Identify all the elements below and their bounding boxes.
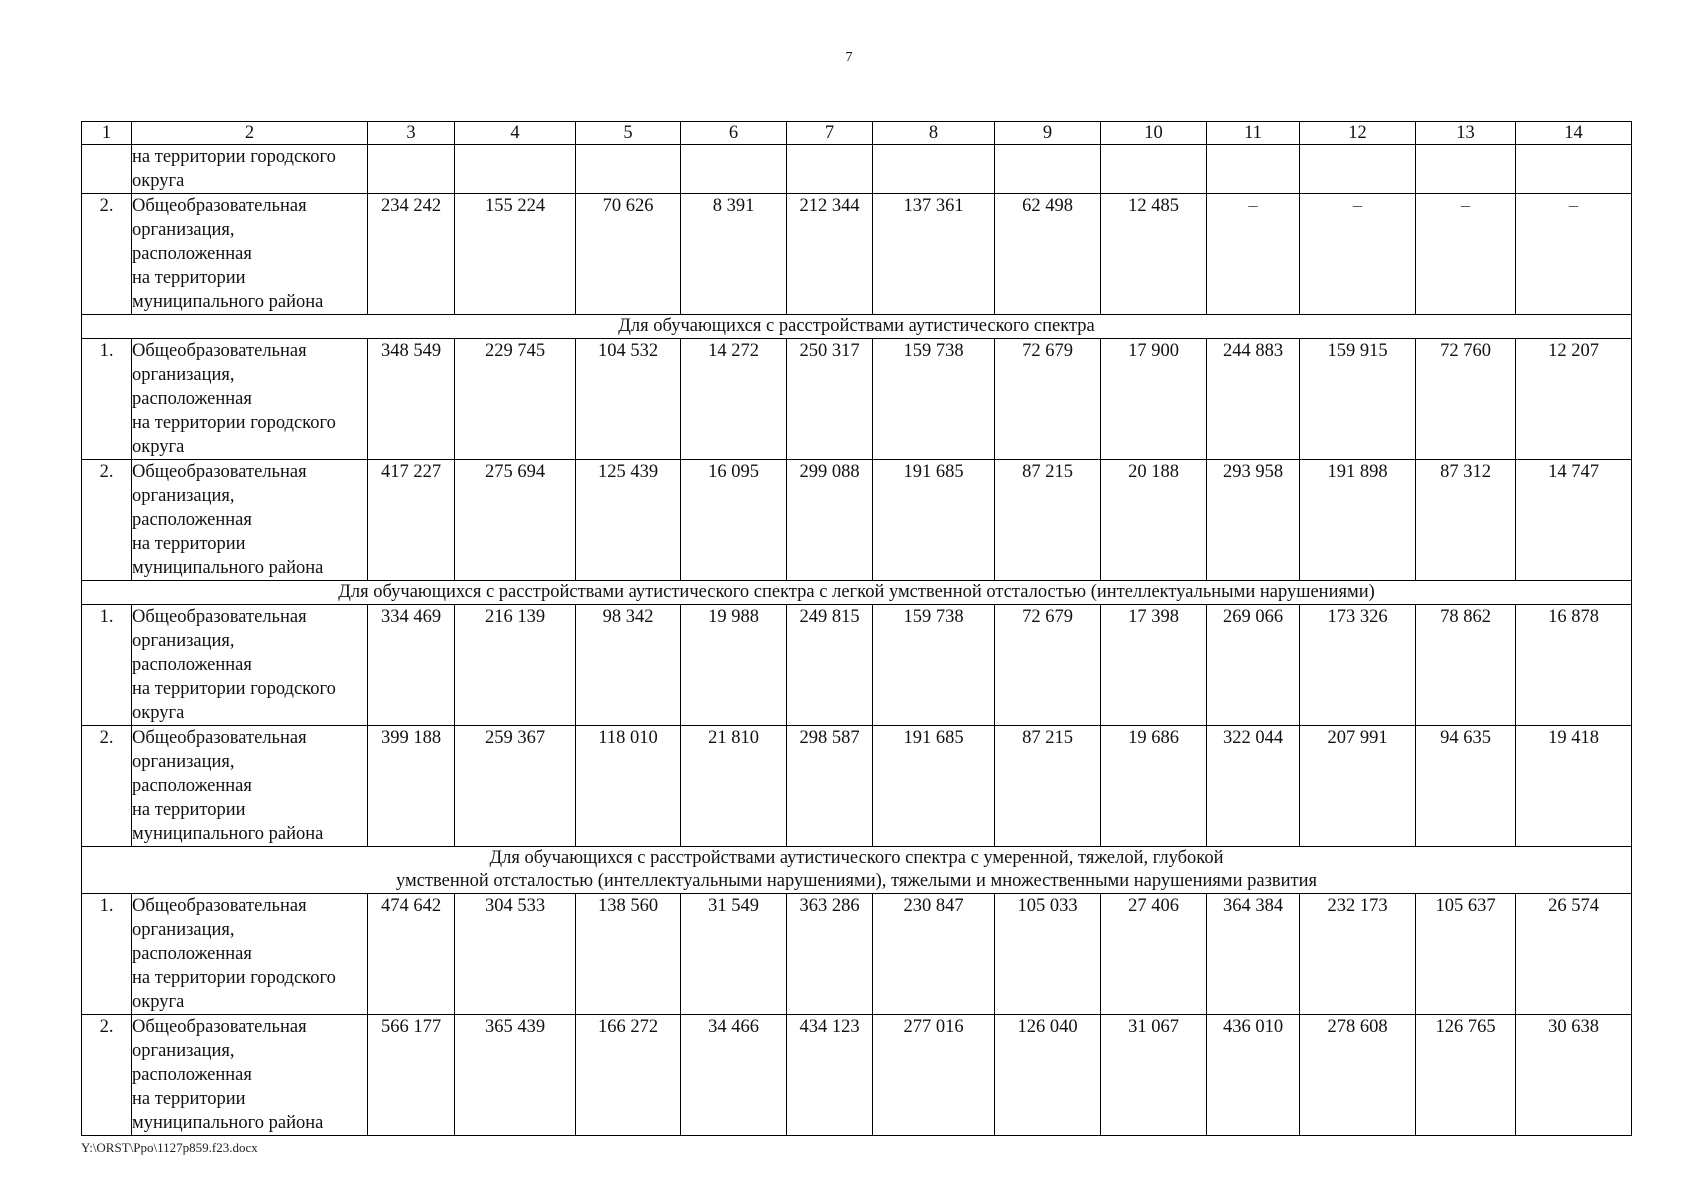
section-heading-row [82, 847, 1632, 894]
column-number: 13 [1416, 122, 1516, 145]
value-cell [995, 145, 1101, 194]
description-line: на территории городского [132, 147, 336, 167]
value-cell: 104 532 [576, 339, 681, 460]
value-cell: 244 883 [1207, 339, 1300, 460]
description-line: расположенная [132, 655, 252, 675]
row-description [132, 726, 368, 847]
row-description [132, 1015, 368, 1136]
row-index: 2. [82, 194, 132, 315]
description-line: Общеобразовательная [132, 196, 307, 216]
description-line: расположенная [132, 1065, 252, 1085]
description-line: муниципального района [132, 824, 324, 844]
value-cell: 232 173 [1300, 894, 1416, 1015]
table-row [82, 894, 1632, 1015]
value-cell: 126 765 [1416, 1015, 1516, 1136]
value-cell: 87 215 [995, 726, 1101, 847]
value-cell: 31 067 [1101, 1015, 1207, 1136]
row-index: 1. [82, 894, 132, 1015]
value-cell: 12 207 [1516, 339, 1632, 460]
table-row [82, 339, 1632, 460]
column-number: 3 [368, 122, 455, 145]
value-cell: 62 498 [995, 194, 1101, 315]
value-cell: 474 642 [368, 894, 455, 1015]
description-line: на территории городского [132, 679, 336, 699]
description-line: расположенная [132, 244, 252, 264]
description-line: округа [132, 992, 185, 1012]
description-line: муниципального района [132, 1113, 324, 1133]
value-cell: 12 485 [1101, 194, 1207, 315]
description-line: на территории городского [132, 968, 336, 988]
value-cell: 159 738 [873, 605, 995, 726]
column-number: 2 [132, 122, 368, 145]
row-description [132, 460, 368, 581]
value-cell: 159 915 [1300, 339, 1416, 460]
table-body [82, 122, 1632, 1136]
value-cell [681, 145, 787, 194]
description-line: организация, [132, 220, 235, 240]
value-cell: 207 991 [1300, 726, 1416, 847]
value-cell: 216 139 [455, 605, 576, 726]
file-path-footer: Y:\ORST\Ppo\1127p859.f23.docx [81, 1140, 258, 1155]
description-line: организация, [132, 752, 235, 772]
value-cell: 72 679 [995, 339, 1101, 460]
value-cell: 87 312 [1416, 460, 1516, 581]
description-line: на территории [132, 534, 246, 554]
description-line: Общеобразовательная [132, 728, 307, 748]
value-cell [1207, 145, 1300, 194]
value-cell: 278 608 [1300, 1015, 1416, 1136]
description-line: на территории [132, 1089, 246, 1109]
description-line: на территории [132, 268, 246, 288]
value-cell: 322 044 [1207, 726, 1300, 847]
value-cell [1516, 145, 1632, 194]
value-cell: 87 215 [995, 460, 1101, 581]
row-description [132, 194, 368, 315]
value-cell [1416, 145, 1516, 194]
value-cell: 118 010 [576, 726, 681, 847]
section-heading [82, 847, 1632, 894]
value-cell: 20 188 [1101, 460, 1207, 581]
value-cell: 30 638 [1516, 1015, 1632, 1136]
value-cell: 138 560 [576, 894, 681, 1015]
value-cell: 137 361 [873, 194, 995, 315]
row-index: 1. [82, 339, 132, 460]
value-cell: 298 587 [787, 726, 873, 847]
description-line: расположенная [132, 510, 252, 530]
value-cell: 125 439 [576, 460, 681, 581]
value-cell: 14 272 [681, 339, 787, 460]
value-cell: 269 066 [1207, 605, 1300, 726]
column-number: 4 [455, 122, 576, 145]
table-row [82, 460, 1632, 581]
value-cell: 191 685 [873, 460, 995, 581]
row-index [82, 145, 132, 194]
description-line: организация, [132, 1041, 235, 1061]
value-cell: 234 242 [368, 194, 455, 315]
value-cell: 14 747 [1516, 460, 1632, 581]
description-line: расположенная [132, 776, 252, 796]
value-cell: 70 626 [576, 194, 681, 315]
table-row [82, 145, 1632, 194]
value-cell: 72 760 [1416, 339, 1516, 460]
column-number: 10 [1101, 122, 1207, 145]
value-cell: 191 898 [1300, 460, 1416, 581]
column-number: 7 [787, 122, 873, 145]
value-cell [1101, 145, 1207, 194]
value-cell: 434 123 [787, 1015, 873, 1136]
section-heading-line: умственной отсталостью (интеллектуальными нарушениями), тяжелыми и множественными нарушениями развития [395, 871, 1318, 891]
value-cell: 365 439 [455, 1015, 576, 1136]
value-cell [787, 145, 873, 194]
value-cell: 72 679 [995, 605, 1101, 726]
table-row [82, 605, 1632, 726]
value-cell: 166 272 [576, 1015, 681, 1136]
row-index: 2. [82, 460, 132, 581]
table-row [82, 726, 1632, 847]
value-cell: 98 342 [576, 605, 681, 726]
value-cell: 173 326 [1300, 605, 1416, 726]
value-cell: 334 469 [368, 605, 455, 726]
value-cell: 19 686 [1101, 726, 1207, 847]
value-cell: 155 224 [455, 194, 576, 315]
description-line: организация, [132, 920, 235, 940]
value-cell: 275 694 [455, 460, 576, 581]
table-row [82, 194, 1632, 315]
value-cell: – [1416, 194, 1516, 315]
description-line: Общеобразовательная [132, 607, 307, 627]
column-number: 1 [82, 122, 132, 145]
value-cell: 31 549 [681, 894, 787, 1015]
section-heading-line: Для обучающихся с расстройствами аутистического спектра с умеренной, тяжелой, глубокой [489, 848, 1224, 868]
description-line: муниципального района [132, 292, 324, 312]
value-cell: 363 286 [787, 894, 873, 1015]
row-description [132, 894, 368, 1015]
value-cell: – [1207, 194, 1300, 315]
description-line: Общеобразовательная [132, 341, 307, 361]
value-cell: 159 738 [873, 339, 995, 460]
section-heading-row [82, 581, 1632, 605]
value-cell: 16 095 [681, 460, 787, 581]
column-number: 11 [1207, 122, 1300, 145]
value-cell: 105 033 [995, 894, 1101, 1015]
row-description [132, 339, 368, 460]
value-cell: 229 745 [455, 339, 576, 460]
value-cell: 348 549 [368, 339, 455, 460]
row-index: 1. [82, 605, 132, 726]
value-cell: 293 958 [1207, 460, 1300, 581]
value-cell: 299 088 [787, 460, 873, 581]
row-description [132, 605, 368, 726]
description-line: расположенная [132, 389, 252, 409]
value-cell [873, 145, 995, 194]
value-cell: 34 466 [681, 1015, 787, 1136]
description-line: организация, [132, 365, 235, 385]
value-cell: 399 188 [368, 726, 455, 847]
description-line: расположенная [132, 944, 252, 964]
page-number: 7 [845, 50, 853, 65]
value-cell: 277 016 [873, 1015, 995, 1136]
table-row [82, 1015, 1632, 1136]
row-index: 2. [82, 726, 132, 847]
section-heading-line: Для обучающихся с расстройствами аутистического спектра с легкой умственной отсталостью (интеллектуальными нарушениями) [338, 582, 1375, 602]
value-cell: 259 367 [455, 726, 576, 847]
value-cell: 364 384 [1207, 894, 1300, 1015]
value-cell: 417 227 [368, 460, 455, 581]
value-cell: 19 988 [681, 605, 787, 726]
description-line: на территории [132, 800, 246, 820]
column-number: 9 [995, 122, 1101, 145]
description-line: округа [132, 437, 185, 457]
value-cell: 27 406 [1101, 894, 1207, 1015]
value-cell: – [1300, 194, 1416, 315]
value-cell: 94 635 [1416, 726, 1516, 847]
description-line: организация, [132, 486, 235, 506]
column-number: 5 [576, 122, 681, 145]
value-cell: 212 344 [787, 194, 873, 315]
value-cell: 105 637 [1416, 894, 1516, 1015]
value-cell: 566 177 [368, 1015, 455, 1136]
description-line: Общеобразовательная [132, 462, 307, 482]
column-number-row [82, 122, 1632, 145]
value-cell: 21 810 [681, 726, 787, 847]
value-cell: 26 574 [1516, 894, 1632, 1015]
value-cell: 249 815 [787, 605, 873, 726]
value-cell: 17 398 [1101, 605, 1207, 726]
value-cell [455, 145, 576, 194]
value-cell [368, 145, 455, 194]
value-cell [576, 145, 681, 194]
value-cell: 191 685 [873, 726, 995, 847]
value-cell: 126 040 [995, 1015, 1101, 1136]
value-cell: 16 878 [1516, 605, 1632, 726]
section-heading-row [82, 315, 1632, 339]
description-line: Общеобразовательная [132, 1017, 307, 1037]
section-heading-line: Для обучающихся с расстройствами аутистического спектра [618, 316, 1095, 336]
row-index: 2. [82, 1015, 132, 1136]
description-line: Общеобразовательная [132, 896, 307, 916]
value-cell: 17 900 [1101, 339, 1207, 460]
row-description [132, 145, 368, 194]
value-cell: – [1516, 194, 1632, 315]
description-line: муниципального района [132, 558, 324, 578]
data-table [81, 121, 1632, 1136]
value-cell: 250 317 [787, 339, 873, 460]
value-cell: 19 418 [1516, 726, 1632, 847]
value-cell: 230 847 [873, 894, 995, 1015]
value-cell: 304 533 [455, 894, 576, 1015]
description-line: организация, [132, 631, 235, 651]
value-cell: 436 010 [1207, 1015, 1300, 1136]
column-number: 12 [1300, 122, 1416, 145]
column-number: 8 [873, 122, 995, 145]
description-line: округа [132, 703, 185, 723]
section-heading [82, 581, 1632, 605]
column-number: 6 [681, 122, 787, 145]
value-cell: 8 391 [681, 194, 787, 315]
column-number: 14 [1516, 122, 1632, 145]
section-heading [82, 315, 1632, 339]
description-line: округа [132, 171, 185, 191]
value-cell [1300, 145, 1416, 194]
description-line: на территории городского [132, 413, 336, 433]
value-cell: 78 862 [1416, 605, 1516, 726]
